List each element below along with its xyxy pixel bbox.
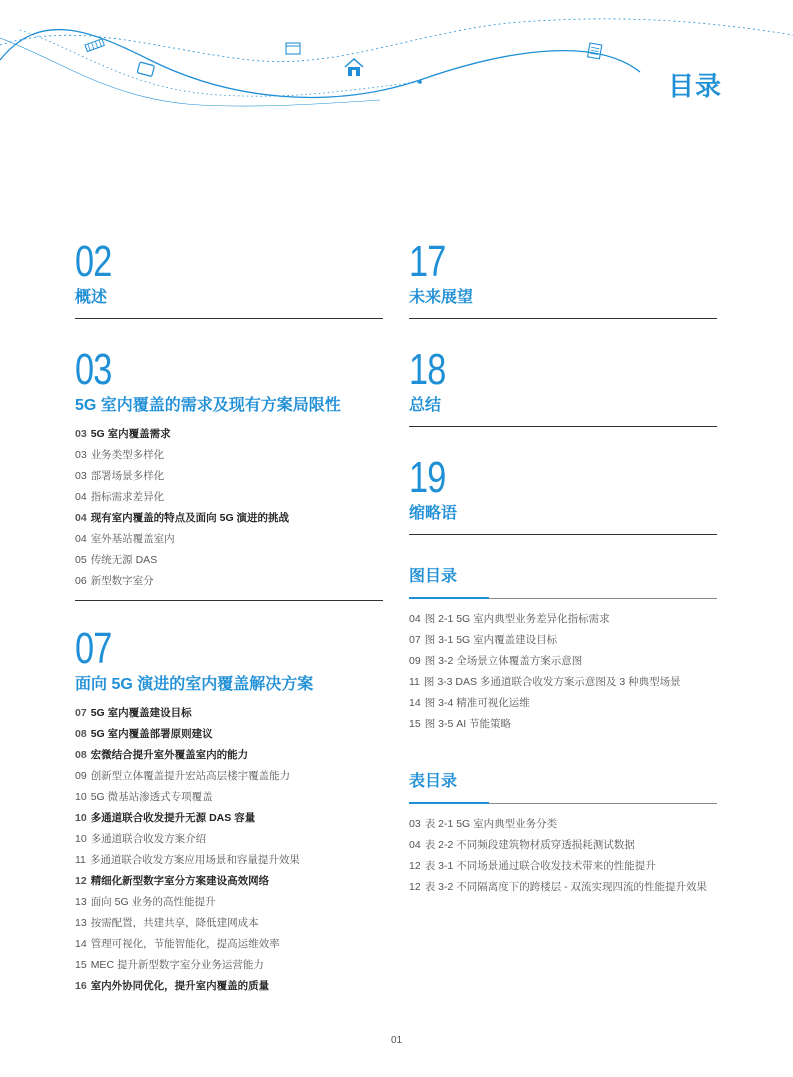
toc-item-page: 03 [75, 449, 87, 461]
toc-item-text: 表 3-2 不同隔离度下的跨楼层 - 双流实现四流的性能提升效果 [424, 881, 708, 893]
section-number: 03 [75, 345, 112, 394]
toc-item[interactable] [75, 829, 383, 850]
figure-item-list [409, 609, 717, 735]
toc-item-text: 图 3-1 5G 室内覆盖建设目标 [424, 634, 558, 646]
toc-item[interactable] [75, 976, 383, 997]
figure-list-title: 图目录 [409, 568, 458, 585]
toc-item-page: 13 [75, 896, 87, 908]
header-wave-dashed-top [0, 19, 793, 62]
section-title: 总结 [409, 397, 442, 414]
toc-item-page: 14 [75, 938, 87, 950]
toc-item-page: 03 [75, 470, 87, 482]
toc-item-text: 创新型立体覆盖提升宏站高层楼宇覆盖能力 [90, 770, 291, 782]
toc-item[interactable] [75, 955, 383, 976]
figure-item[interactable] [409, 651, 717, 672]
toc-item-page: 03 [409, 818, 421, 830]
section-divider [75, 318, 383, 319]
figure-item[interactable] [409, 672, 717, 693]
toc-item-page: 04 [75, 512, 87, 524]
toc-item[interactable] [75, 550, 383, 571]
section-summary[interactable] [409, 345, 717, 424]
toc-item-page: 14 [409, 697, 421, 709]
section-number: 07 [75, 624, 112, 673]
table-list [409, 771, 717, 898]
toc-item-page: 10 [75, 791, 87, 803]
toc-item-page: 11 [409, 676, 420, 688]
figure-list [409, 566, 717, 735]
toc-item-text: 管理可视化，节能智能化，提高运维效率 [90, 938, 280, 950]
section-outlook[interactable] [409, 237, 717, 316]
toc-item-page: 05 [75, 554, 87, 566]
toc-item-text: 部署场景多样化 [90, 470, 165, 482]
toc-item[interactable] [75, 487, 383, 508]
toc-item-text: 室内外协同优化，提升室内覆盖的质量 [90, 980, 270, 992]
toc-item[interactable] [75, 934, 383, 955]
toc-item-text: 5G 室内覆盖需求 [90, 428, 171, 440]
toc-item-page: 08 [75, 728, 87, 740]
section-divider [409, 426, 717, 427]
toc-item-text: 现有室内覆盖的特点及面向 5G 演进的挑战 [90, 512, 290, 524]
toc-item-page: 11 [75, 854, 86, 866]
toc-item-text: 面向 5G 业务的高性能提升 [90, 896, 216, 908]
toc-item-list [75, 424, 383, 592]
toc-item-text: 室外基站覆盖室内 [90, 533, 175, 545]
figure-item[interactable] [409, 714, 717, 735]
toc-item-page: 09 [75, 770, 87, 782]
section-title: 未来展望 [409, 289, 474, 306]
toc-item-text: 图 3-5 AI 节能策略 [424, 718, 512, 730]
header-wave-thin [0, 38, 380, 106]
toc-item-page: 13 [75, 917, 87, 929]
toc-item[interactable] [75, 466, 383, 487]
toc-item-page: 12 [409, 860, 421, 872]
toc-item[interactable] [75, 703, 383, 724]
table-item-list [409, 814, 717, 898]
toc-item-page: 10 [75, 833, 87, 845]
section-divider [75, 600, 383, 601]
toc-item[interactable] [75, 724, 383, 745]
toc-item-text: 按需配置，共建共享，降低建网成本 [90, 917, 259, 929]
toc-item-page: 10 [75, 812, 87, 824]
toc-item[interactable] [75, 892, 383, 913]
toc-item[interactable] [75, 871, 383, 892]
header-wave-solid [0, 30, 640, 98]
document-icon [588, 43, 602, 59]
figure-item[interactable] [409, 630, 717, 651]
header-artwork [0, 0, 793, 130]
toc-item-text: 业务类型多样化 [90, 449, 165, 461]
toc-item-text: 图 3-3 DAS 多通道联合收发方案示意图及 3 种典型场景 [423, 676, 681, 688]
toc-item-page: 07 [75, 707, 87, 719]
section-title: 面向 5G 演进的室内覆盖解决方案 [75, 676, 314, 693]
toc-item-page: 15 [75, 959, 87, 971]
toc-item[interactable] [75, 445, 383, 466]
toc-item[interactable] [75, 745, 383, 766]
toc-item-page: 07 [409, 634, 421, 646]
section-solutions[interactable] [75, 624, 383, 997]
toc-item-page: 04 [75, 533, 87, 545]
left-column [75, 237, 383, 997]
toc-item-text: 表 3-1 不同场景通过联合收发技术带来的性能提升 [424, 860, 656, 872]
house-icon [345, 59, 363, 76]
section-title: 5G 室内覆盖的需求及现有方案局限性 [75, 397, 341, 414]
toc-item-list [75, 703, 383, 997]
toc-item-page: 04 [409, 613, 421, 625]
toc-item-text: MEC 提升新型数字室分业务运营能力 [90, 959, 264, 971]
section-number: 19 [409, 453, 446, 502]
section-number: 18 [409, 345, 446, 394]
toc-item-text: 新型数字室分 [90, 575, 154, 587]
toc-item-text: 表 2-1 5G 室内典型业务分类 [424, 818, 558, 830]
toc-item-text: 图 3-2 全场景立体覆盖方案示意图 [424, 655, 583, 667]
section-divider [409, 318, 717, 319]
toc-item-page: 03 [75, 428, 87, 440]
toc-item[interactable] [75, 913, 383, 934]
toc-item-text: 图 3-4 精准可视化运维 [424, 697, 530, 709]
toc-item-text: 表 2-2 不同频段建筑物材质穿透损耗测试数据 [424, 839, 635, 851]
browser-window-icon [286, 43, 300, 54]
divider-accent [409, 802, 489, 804]
toc-item-text: 多通道联合收发方案应用场景和容量提升效果 [89, 854, 300, 866]
tablet-icon [137, 62, 154, 77]
keyboard-icon [85, 39, 104, 52]
section-number: 17 [409, 237, 446, 286]
divider-accent [409, 597, 489, 599]
toc-item-page: 09 [409, 655, 421, 667]
table-item[interactable] [409, 877, 717, 898]
toc-item-page: 04 [409, 839, 421, 851]
toc-item[interactable] [75, 787, 383, 808]
toc-item-text: 传统无源 DAS [90, 554, 158, 566]
toc-item-text: 多通道联合收发提升无源 DAS 容量 [90, 812, 256, 824]
table-item[interactable] [409, 835, 717, 856]
toc-item[interactable] [75, 766, 383, 787]
table-item[interactable] [409, 814, 717, 835]
section-abbreviations[interactable] [409, 453, 717, 532]
section-number: 02 [75, 237, 112, 286]
section-requirements[interactable] [75, 345, 383, 601]
toc-item-text: 多通道联合收发方案介绍 [90, 833, 207, 845]
toc-item-text: 图 2-1 5G 室内典型业务差异化指标需求 [424, 613, 610, 625]
toc-title: 目录 [668, 71, 723, 101]
right-column [409, 237, 717, 898]
toc-item[interactable] [75, 571, 383, 592]
toc-item-text: 指标需求差异化 [90, 491, 165, 503]
toc-item[interactable] [75, 529, 383, 550]
toc-item-page: 12 [75, 875, 87, 887]
toc-item-text: 5G 室内覆盖部署原则建议 [90, 728, 213, 740]
figure-item[interactable] [409, 693, 717, 714]
toc-item[interactable] [75, 508, 383, 529]
toc-item-text: 宏微结合提升室外覆盖室内的能力 [90, 749, 249, 761]
figure-list-divider [409, 598, 717, 599]
table-item[interactable] [409, 856, 717, 877]
toc-item-text: 5G 微基站渗透式专项覆盖 [90, 791, 213, 803]
header-dot [418, 80, 422, 84]
figure-item[interactable] [409, 609, 717, 630]
page-number: 01 [390, 1035, 403, 1046]
toc-item[interactable] [75, 424, 383, 445]
toc-item-page: 06 [75, 575, 87, 587]
section-title: 缩略语 [409, 505, 458, 522]
toc-item-page: 15 [409, 718, 421, 730]
toc-item-page: 04 [75, 491, 87, 503]
toc-item-text: 精细化新型数字室分方案建设高效网络 [90, 875, 270, 887]
section-overview[interactable] [75, 237, 383, 316]
toc-item-page: 16 [75, 980, 87, 992]
section-divider [409, 534, 717, 535]
table-list-divider [409, 803, 717, 804]
toc-item-text: 5G 室内覆盖建设目标 [90, 707, 192, 719]
toc-item[interactable] [75, 850, 383, 871]
toc-item-page: 12 [409, 881, 421, 893]
toc-item[interactable] [75, 808, 383, 829]
toc-item-page: 08 [75, 749, 87, 761]
table-list-title: 表目录 [409, 773, 458, 790]
section-title: 概述 [75, 289, 108, 306]
